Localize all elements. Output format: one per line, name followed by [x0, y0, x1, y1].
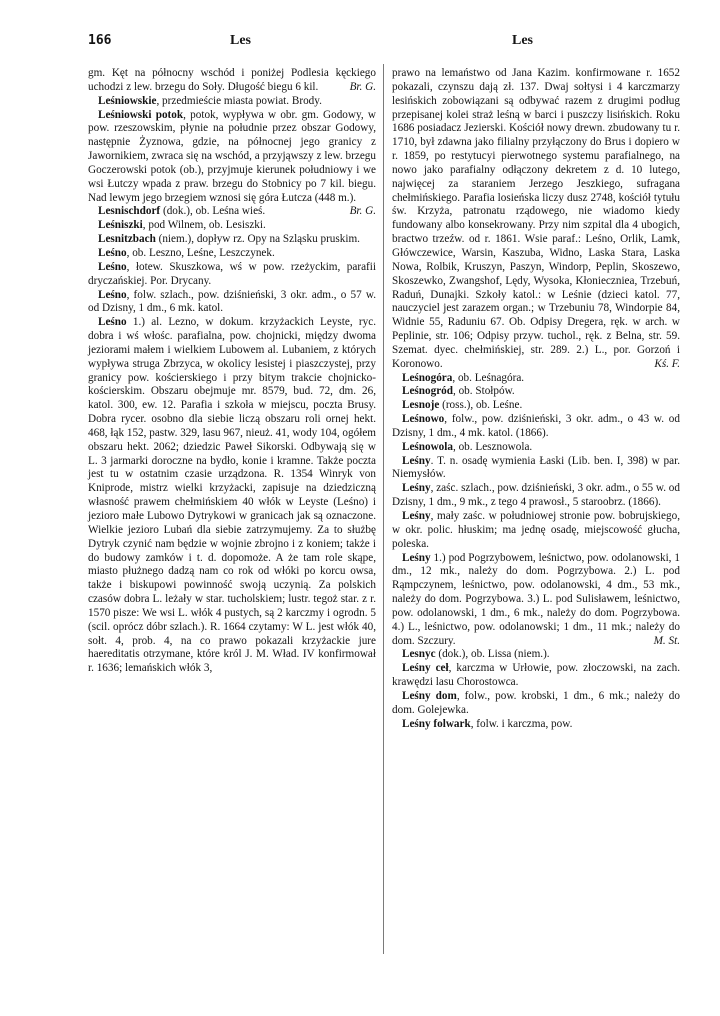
dictionary-entry	[392, 662, 680, 690]
entry-headword: Leśny folwark	[402, 717, 471, 730]
dictionary-entry	[392, 648, 680, 662]
author-signature: Br. G.	[349, 80, 376, 93]
entry-headword: Leśniowskie	[98, 94, 157, 107]
running-head-left: Les	[230, 33, 251, 48]
entry-headword: Lesnyc	[402, 648, 436, 661]
entry-headword: Leśno	[98, 246, 127, 259]
entry-headword: Leśnogóra	[402, 371, 453, 384]
entry-text: , folw., pow. dziśnieński, 3 okr. adm., o 43 w. od Dzisny, 1 dm., 4 mk. katol. (1866).	[392, 413, 680, 439]
entry-text: 1.) al. Lezno, w dokum. krzyżackich Leyste, ryc. dobra i wś włośc. parafialna, pow. chojnicki, między dwoma jeziorami małem i wielkiem Lubowem al. Lubaniem, z których wypływa struga Zbrzyca, w okolicy lesistej i piaszczystej, przy granicy pow. kościerskiego i przy bitym trakcie chojnicko-kościerskim. Obszaru obejmuje mr. 8579, bud. 72, dm. 26, katol. 300, ew. 12. Parafia i szkoła w miejscu, poczta Brusy. Dobra rycer. osobno dla siebie liczą obszaru roli ornej hekt. 468, łąk 152, pastw. 329, lasu 967, nieuż. 41, wody 104, ogółem obszaru hekt. 2062; dziedzic Paweł Sikorski. Odbywają się w L. 3 jarmarki doroczne na bydło, konie i kramne. Także poczta jest tu w ostatnim czasie urządzona. R. 1354 Winryk von Kniprode, mistrz wielki krzyżacki, zapisuje na dziedziczną własność prawem chełmińskiem 40 włók w Leyste (Leśno) i jezioro małe Lubowo Dytrykowi w granicach jak są oznaczone. Wielkie jezioro Lubań dla siebie zatrzymujemy. Za to służbę Dytryk czynić nam będzie w wojnie zbrojno i z koniem; także i do budowy zamków i t. d. dopomoże. A że tam role skąpe, miasto płużnego dadzą nam co rok od włóki po korcu owsa, także i biskupowi powinność swoją uczynią. Za polskich czasów dobra L. leżały w star. tucholskiem; lustr. tegoż star. z r. 1570 pisze: We wsi L. włók 4 pustych, są 2 karczmy i ogrodn. 5 (scil. oprócz dóbr szlach.). R. 1664 czytamy: W L. jest włók 40, sołt. 4, prob. 4, na co prawo pokazali krzyżackie jure haereditatis otrzymane, które król J. M. Wład. IV konfirmował r. 1636; lemańskich włók 3,	[88, 316, 376, 675]
entry-headword: Lesnoje	[402, 399, 440, 412]
entry-headword: Leśno	[98, 288, 127, 301]
dictionary-entry	[88, 95, 376, 109]
entry-headword: Leśny dom	[402, 689, 457, 702]
entry-text: , przedmieście miasta powiat. Brody.	[156, 94, 322, 107]
dictionary-entry	[88, 233, 376, 247]
entry-headword: Leśny	[402, 482, 431, 495]
entry-text: 1.) pod Pogrzybowem, leśnictwo, pow. odolanowski, 1 dm., 12 mk., należy do dom. Pogrzybowa. 2.) L. pod Rąmpczynem, leśnictwo, pow. odolanowski, 4 dm., 53 mk., należy do dom. Pogrzybowa. 3.) L. pod Sulisławem, leśnictwo, pow. odolanowski, 1 dm., 6 mk., należy do dom. Pogrzybowa. 4.) L., leśnictwo, pow. odolanowski; 1 dm., 11 mk.; należy do dom. Szczury.	[392, 551, 680, 647]
dictionary-entry	[392, 413, 680, 441]
entry-text: (dok.), ob. Lissa (niem.).	[435, 648, 550, 661]
left-column	[88, 67, 376, 676]
entry-text: , ob. Leśnagóra.	[452, 371, 525, 384]
author-signature: M. St.	[653, 634, 680, 647]
column-divider	[383, 64, 384, 954]
dictionary-entry	[392, 441, 680, 455]
entry-headword: Leśny	[402, 510, 431, 522]
dictionary-entry	[392, 67, 680, 372]
entry-text: , karczma w Urłowie, pow. złoczowski, na zach. krawędzi lasu Chorostowca.	[392, 662, 680, 689]
entry-headword: Leśnowo	[402, 413, 445, 426]
dictionary-entry	[392, 399, 680, 413]
entry-headword: Leśniszki	[98, 219, 143, 232]
entry-headword: Leśny	[402, 454, 431, 467]
entry-text: , folw. i karczma, pow.	[470, 717, 573, 730]
entry-text: , potok, wypływa w obr. gm. Godowy, w pow. rzeszowskim, płynie na południe przez obszar Godowy, następnie Żyznowa, gdzie, na północnej jego granicy z Jawornikiem, zwraca się na wschód, a przyjąwszy z lew. brzegu Goczerowski potok (ob.), przyjmuje kierunek południowy i we wsi Łutczy wpada z praw. brzegu do Stobnicy po 7 kil. biegu. Nad lewym jego brzegiem wznosi się góra Łutcza (448 m.).	[88, 108, 376, 204]
author-signature: Br. G.	[349, 205, 376, 218]
dictionary-entry	[88, 289, 376, 317]
entry-headword: Leśno	[98, 316, 127, 329]
entry-text: prawo na lemaństwo od Jana Kazim. konfirmowane r. 1652 pokazali, czynszu dają zł. 137. Dwaj sołtysi i 4 karczmarzy lesińskich zobowiązani są odbywać razem z drugimi podług przepisanej kolei straż leśną w barci i puszczy lisińskich. Roku 1686 posiadacz Jezierski. Kościół nowy drewn. zbudowany tu r. 1710, był zdawna jako filialny przyłączony do Brus i dopiero w r. 1859, po restytucyi pierwotnego systemu parafialnego, na nowo jako parafialny odłączony dekretem z d. 10 lutego, najwięcej za staraniem Jerzego Jeszkiego, sufragana chełmińskiego. Parafia losieńska liczy dusz 2748, kościół tytułu św. Krzyża, patronatu rządowego, nie wiadomo kiedy fundowany albo konsekrowany. Przy nim szpital dla 4 ubogich, bractwo trzeźw. od r. 1861. Wsie paraf.: Leśno, Orlik, Lamk, Główczewice, Warsin, Kaszuba, Widno, Laska Stara, Laska Nowa, Rolbik, Kruszyn, Paszyn, Windorp, Peplin, Skoszewo, Skoszewko, Zwangshof, Lędy, Wysoka, Kłonieczniea, Trzebuń, Raduń, Dunajki. Szkoły katol.: w Leśnie (dzieci katol. 77, nauczyciel jest zarazem organ.; w Trzebuniu 78, Windorpie 84, Widnie 55, Raduniu 67. Ob. Odpisy Dregera, ręk. w arch. w Peplinie, str. 106; Odpisy przyw. tuchol., ręk. z Belna, str. 59. Szemat. dyec. chełmińskiej, str. 289. 2.) L., por. Gorzoń i Koronowo.	[392, 67, 680, 370]
dictionary-entry	[392, 510, 680, 552]
entry-text: , ob. Lesznowola.	[452, 440, 533, 453]
dictionary-entry	[392, 385, 680, 399]
entry-headword: Leśnowola	[402, 440, 453, 453]
dictionary-entry	[88, 247, 376, 261]
entry-text: , mały zaśc. w południowej stronie pow. bobrujskiego, w okr. polic. hłuskim; ma jednę osadę, miejscowość głucha, poleska.	[392, 510, 680, 550]
entry-headword: Leśniowski potok	[98, 108, 184, 121]
entry-text: (niem.), dopływ rz. Opy na Szląsku pruskim.	[155, 233, 360, 246]
entry-headword: Leśnogród	[402, 385, 453, 398]
entry-headword: Lesnitzbach	[98, 233, 156, 246]
entry-text: (ross.), ob. Leśne.	[439, 399, 523, 412]
dictionary-entry	[88, 67, 376, 95]
entry-headword: Leśny	[402, 551, 431, 564]
entry-headword: Lesnischdorf	[98, 205, 161, 218]
right-column	[392, 67, 680, 732]
dictionary-entry	[392, 372, 680, 386]
entry-text: , łotew. Skuszkowa, wś w pow. rzeżyckim, parafii dryczańskiej. Por. Drycany.	[88, 260, 376, 287]
author-signature: Kś. F.	[654, 357, 680, 370]
entry-text: , ob. Stołpów.	[452, 385, 515, 398]
entry-text: , folw., pow. krobski, 1 dm., 6 mk.; należy do dom. Golejewka.	[392, 689, 680, 716]
page-number: 166	[88, 33, 112, 48]
dictionary-entry	[392, 455, 680, 483]
dictionary-entry	[392, 482, 680, 510]
entry-text: , folw. szlach., pow. dziśnieński, 3 okr. adm., o 57 w. od Dzisny, 1 dm., 6 mk. katol.	[88, 288, 376, 315]
entry-text: , pod Wilnem, ob. Lesiszki.	[142, 219, 266, 232]
entry-text: . T. n. osadę wymienia Łaski (Lib. ben. I, 398) w par. Niemysłów.	[392, 454, 680, 481]
dictionary-entry	[88, 219, 376, 233]
entry-headword: Leśno	[98, 260, 127, 273]
entry-text: gm. Kęt na północny wschód i poniżej Podlesia kęckiego uchodzi z lew. brzegu do Soły. Długość biegu 6 kil.	[88, 67, 376, 93]
entry-headword: Leśny ceł	[402, 662, 449, 675]
entry-text: , zaśc. szlach., pow. dziśnieński, 3 okr. adm., o 55 w. od Dzisny, 1 dm., 9 mk., z tego 4 prawosł., 5 staroobrz. (1866).	[392, 482, 680, 509]
running-head-right: Les	[512, 33, 533, 48]
dictionary-entry	[392, 718, 680, 732]
entry-text: , ob. Leszno, Leśne, Leszczynek.	[126, 246, 275, 259]
dictionary-entry	[392, 552, 680, 649]
dictionary-entry	[88, 261, 376, 289]
dictionary-entry	[88, 316, 376, 676]
entry-text: (dok.), ob. Leśna wieś.	[160, 205, 266, 218]
dictionary-entry	[392, 690, 680, 718]
